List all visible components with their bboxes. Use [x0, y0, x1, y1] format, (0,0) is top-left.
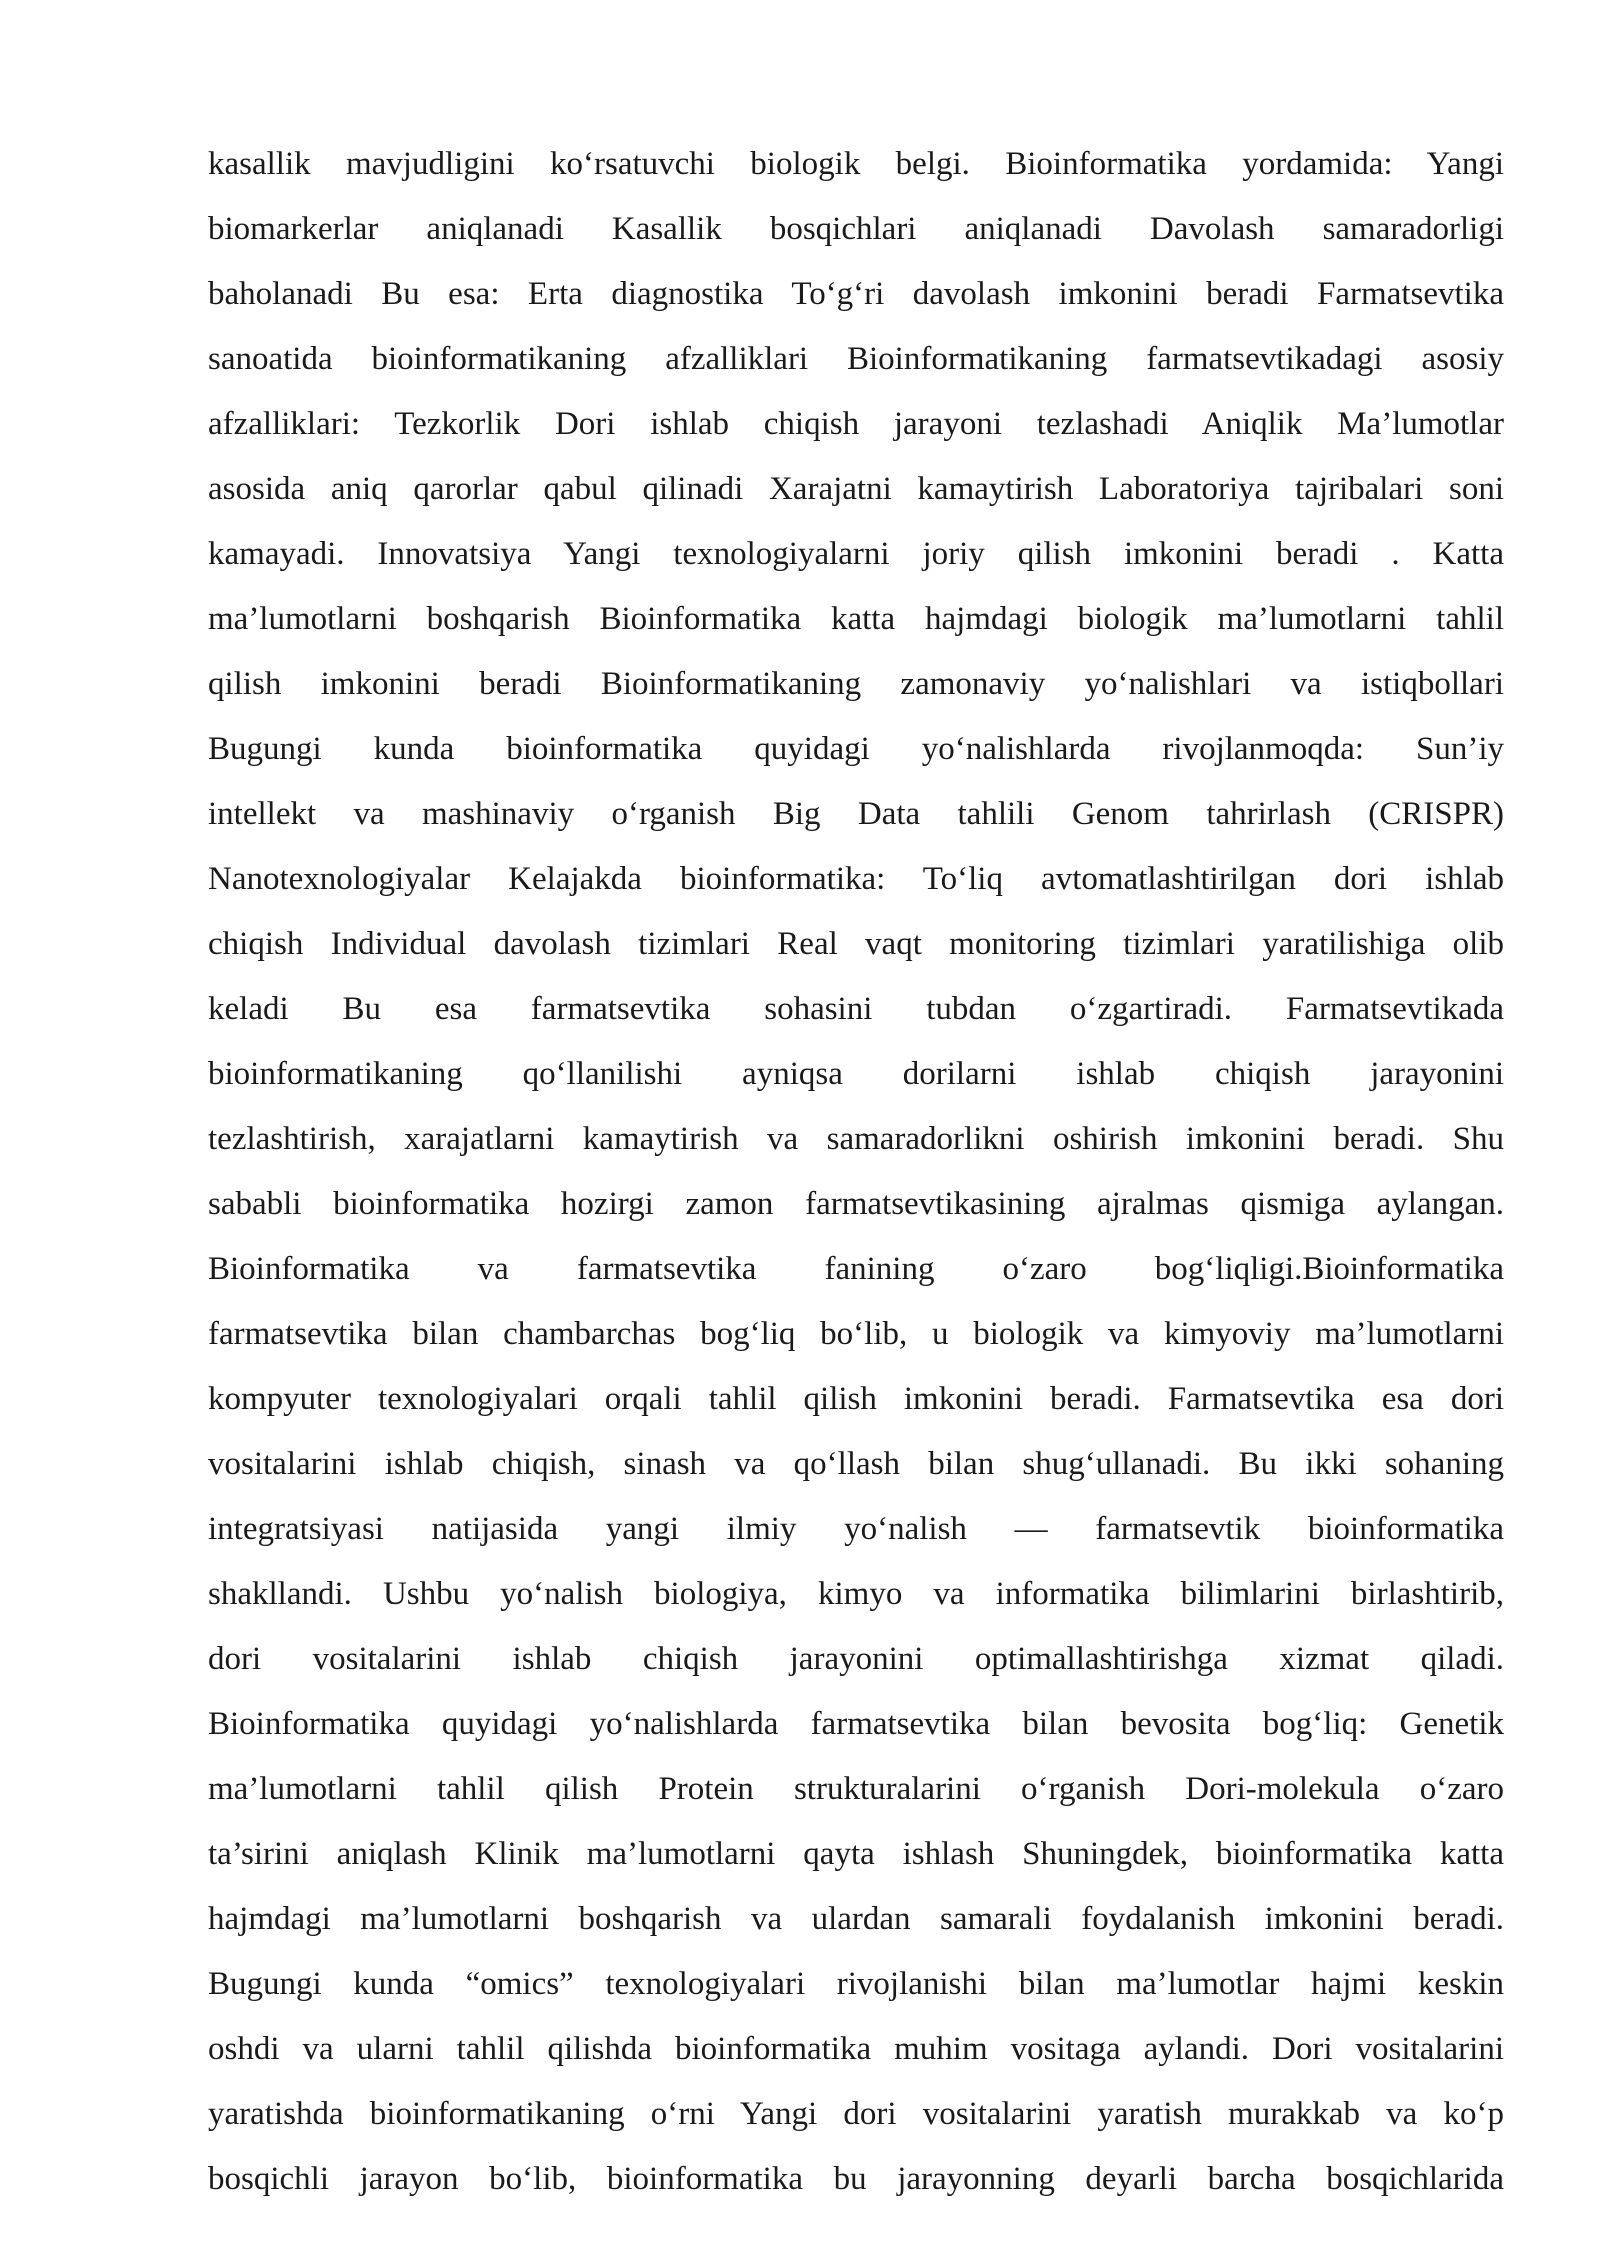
text-line: chiqish Individual davolash tizimlari Real vaqt monitoring tizimlari yaratilishiga olib	[208, 926, 1504, 962]
body-paragraph	[208, 132, 1504, 2212]
text-line: kamayadi. Innovatsiya Yangi texnologiyalarni joriy qilish imkonini beradi . Katta	[208, 536, 1504, 572]
text-line: Bioinformatika quyidagi yo‘nalishlarda farmatsevtika bilan bevosita bog‘liq: Genetik	[208, 1706, 1504, 1742]
text-line: hajmdagi ma’lumotlarni boshqarish va ulardan samarali foydalanish imkonini beradi.	[208, 1901, 1504, 1937]
text-line: bosqichli jarayon bo‘lib, bioinformatika bu jarayonning deyarli barcha bosqichlarida	[208, 2161, 1504, 2197]
text-line: vositalarini ishlab chiqish, sinash va qo‘llash bilan shug‘ullanadi. Bu ikki sohaning	[208, 1446, 1504, 1482]
text-line: farmatsevtika bilan chambarchas bog‘liq bo‘lib, u biologik va kimyoviy ma’lumotlarni	[208, 1316, 1504, 1352]
text-line: afzalliklari: Tezkorlik Dori ishlab chiqish jarayoni tezlashadi Aniqlik Ma’lumotlar	[208, 406, 1504, 442]
text-line: Bugungi kunda bioinformatika quyidagi yo‘nalishlarda rivojlanmoqda: Sun’iy	[208, 731, 1504, 767]
text-line: intellekt va mashinaviy o‘rganish Big Data tahlili Genom tahrirlash (CRISPR)	[208, 796, 1504, 832]
text-line: shakllandi. Ushbu yo‘nalish biologiya, kimyo va informatika bilimlarini birlashtirib,	[208, 1576, 1504, 1612]
text-line: Bioinformatika va farmatsevtika fanining o‘zaro bog‘liqligi.Bioinformatika	[208, 1251, 1504, 1287]
text-line: tezlashtirish, xarajatlarni kamaytirish va samaradorlikni oshirish imkonini beradi. Shu	[208, 1121, 1504, 1157]
text-line: sababli bioinformatika hozirgi zamon farmatsevtikasining ajralmas qismiga aylangan.	[208, 1186, 1504, 1222]
text-line: ma’lumotlarni boshqarish Bioinformatika katta hajmdagi biologik ma’lumotlarni tahlil	[208, 601, 1504, 637]
text-line: qilish imkonini beradi Bioinformatikaning zamonaviy yo‘nalishlari va istiqbollari	[208, 666, 1504, 702]
text-line: keladi Bu esa farmatsevtika sohasini tubdan o‘zgartiradi. Farmatsevtikada	[208, 991, 1504, 1027]
text-line: bioinformatikaning qo‘llanilishi ayniqsa dorilarni ishlab chiqish jarayonini	[208, 1056, 1504, 1092]
text-line: yaratishda bioinformatikaning o‘rni Yangi dori vositalarini yaratish murakkab va ko‘p	[208, 2096, 1504, 2132]
text-line: kompyuter texnologiyalari orqali tahlil qilish imkonini beradi. Farmatsevtika esa dori	[208, 1381, 1504, 1417]
text-line: asosida aniq qarorlar qabul qilinadi Xarajatni kamaytirish Laboratoriya tajribalari soni	[208, 471, 1504, 507]
text-line: integratsiyasi natijasida yangi ilmiy yo‘nalish — farmatsevtik bioinformatika	[208, 1511, 1504, 1547]
text-line: ma’lumotlarni tahlil qilish Protein strukturalarini o‘rganish Dori-molekula o‘zaro	[208, 1771, 1504, 1807]
text-line: baholanadi Bu esa: Erta diagnostika To‘g‘ri davolash imkonini beradi Farmatsevtika	[208, 276, 1504, 312]
text-line: biomarkerlar aniqlanadi Kasallik bosqichlari aniqlanadi Davolash samaradorligi	[208, 211, 1504, 247]
text-line: dori vositalarini ishlab chiqish jarayonini optimallashtirishga xizmat qiladi.	[208, 1641, 1504, 1677]
text-line: Nanotexnologiyalar Kelajakda bioinformatika: To‘liq avtomatlashtirilgan dori ishlab	[208, 861, 1504, 897]
text-line: sanoatida bioinformatikaning afzalliklari Bioinformatikaning farmatsevtikadagi asosiy	[208, 341, 1504, 377]
text-line: kasallik mavjudligini ko‘rsatuvchi biologik belgi. Bioinformatika yordamida: Yangi	[208, 146, 1504, 182]
text-line: oshdi va ularni tahlil qilishda bioinformatika muhim vositaga aylandi. Dori vositalarini	[208, 2031, 1504, 2067]
text-line: ta’sirini aniqlash Klinik ma’lumotlarni qayta ishlash Shuningdek, bioinformatika katta	[208, 1836, 1504, 1872]
text-line: Bugungi kunda “omics” texnologiyalari rivojlanishi bilan ma’lumotlar hajmi keskin	[208, 1966, 1504, 2002]
